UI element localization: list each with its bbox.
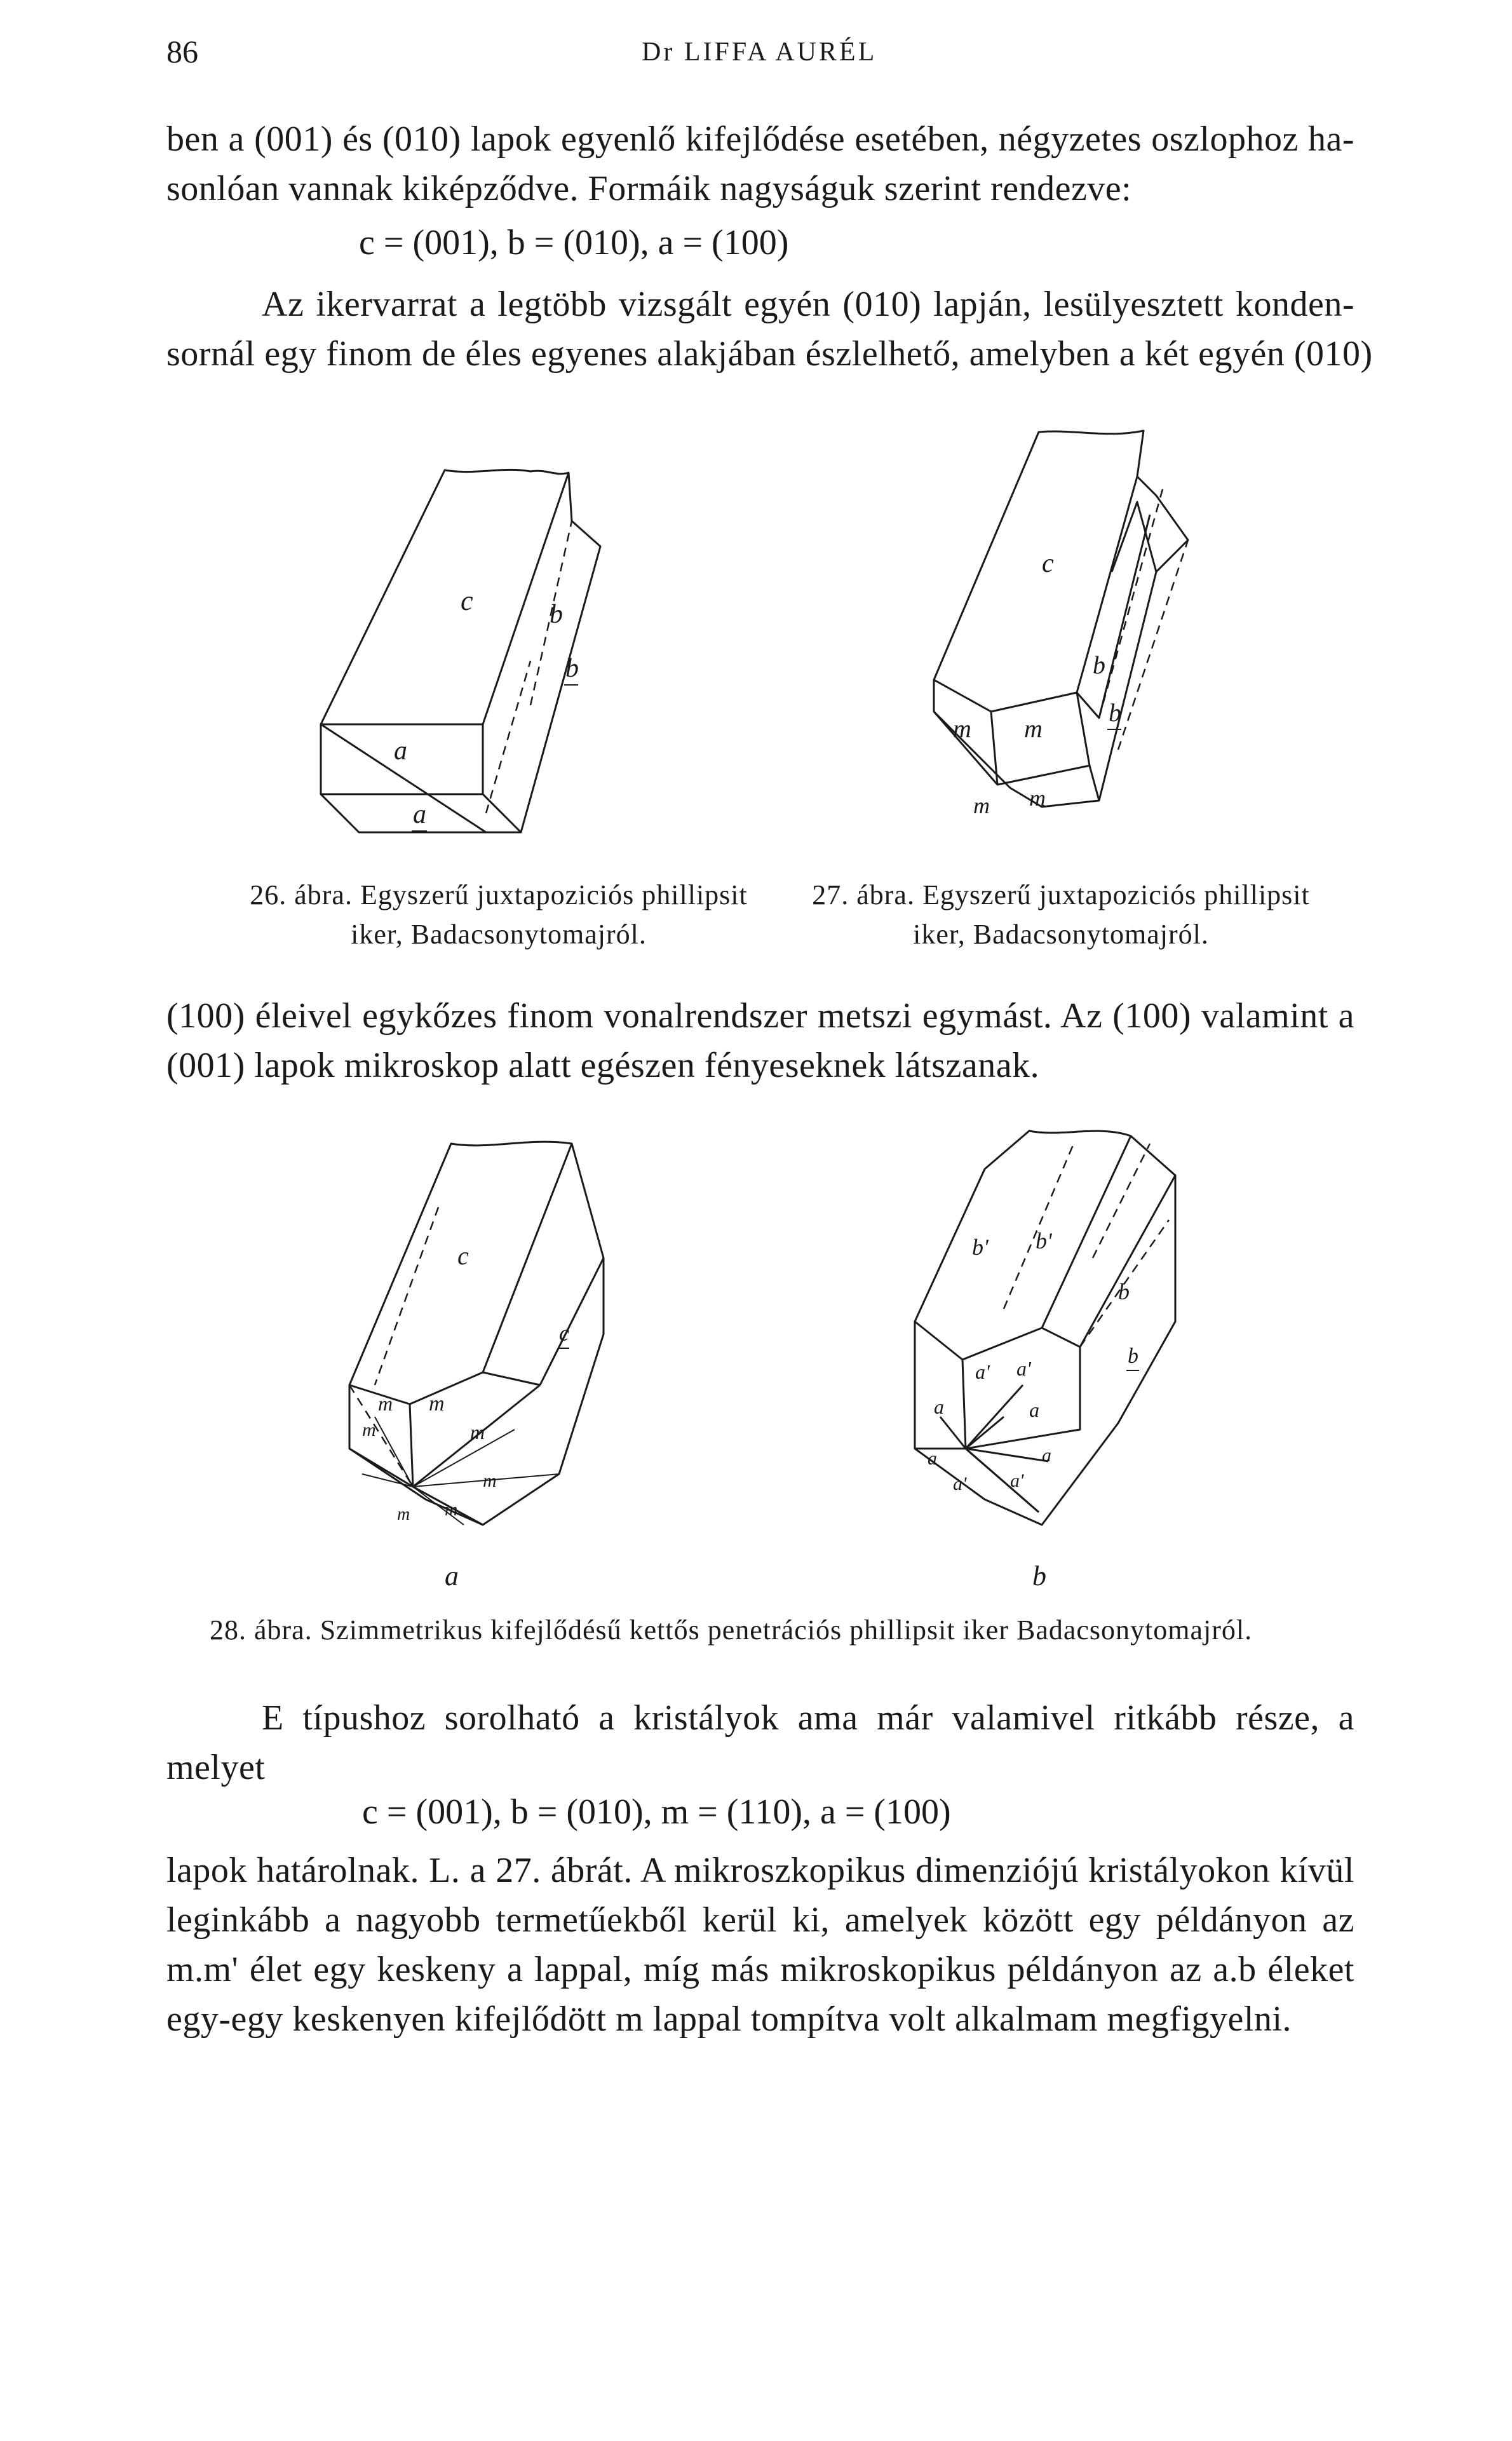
face-label-b-under: b (565, 654, 579, 683)
face-label-m: m (397, 1504, 410, 1524)
caption-line: iker, Badacsonytomajról. (913, 919, 1209, 950)
face-label-m: m (483, 1470, 497, 1491)
figure-28a-crystal (337, 1131, 654, 1538)
text-line: Az ikervarrat a legtöbb vizsgált egyén (010) lapján, lesülyesztett konden- (262, 285, 1354, 324)
formula-2: c = (001), b = (010), m = (110), a = (100) (362, 1792, 951, 1832)
figure-28b-sublabel: b (1032, 1560, 1046, 1592)
figure-28-caption: 28. ábra. Szimmetrikus kifejlődésű kettős penetrációs phillipsit iker Badacsonytomajról. (210, 1614, 1253, 1646)
face-label-b: b (1093, 651, 1105, 679)
face-label-m: m (445, 1500, 458, 1520)
text-line: sonlóan vannak kiképződve. Formáik nagyságuk szerint rendezve: (166, 169, 1132, 208)
paragraph-5 (166, 1846, 1354, 2044)
text-line: E típushoz sorolható a kristályok ama már valamivel ritkább része, a (262, 1698, 1354, 1738)
text-line: (001) lapok mikroskop alatt egészen fényeseknek látszanak. (166, 1046, 1040, 1085)
face-label-a: a (394, 736, 407, 766)
face-label-a-prime: a' (1016, 1357, 1031, 1380)
figure-28a-sublabel: a (445, 1560, 459, 1592)
text-line: m.m' élet egy keskeny a lappal, míg más mikroskopikus példányon az a.b éleket (166, 1950, 1354, 1989)
face-label-m: m (378, 1392, 393, 1415)
paragraph-2 (166, 280, 1373, 379)
face-label-b-prime: b' (1036, 1228, 1052, 1254)
face-label-a-prime: a' (1010, 1470, 1024, 1491)
paragraph-4 (166, 1693, 1354, 1792)
paragraph-3 (166, 991, 1354, 1090)
text-line: egy-egy keskenyen kifejlődött m lappal tompítva volt alkalmam megfigyelni. (166, 1999, 1292, 2039)
figure-26-caption (229, 876, 769, 954)
figure-27-caption (781, 876, 1340, 954)
caption-line: iker, Badacsonytomajról. (351, 919, 647, 950)
face-label-a: a (928, 1448, 937, 1469)
text-line: leginkább a nagyobb termetűekből kerül ki, amelyek között egy példányon az (166, 1900, 1354, 1940)
face-label-m: m (429, 1392, 445, 1416)
caption-line: 26. ábra. Egyszerű juxtapoziciós phillipsit (250, 879, 748, 910)
figure-27-crystal (928, 419, 1226, 826)
face-label-m: m (953, 714, 971, 743)
face-label-a-prime: a' (953, 1473, 967, 1494)
face-label-b-under: b (1109, 698, 1121, 727)
running-head: Dr LIFFA AURÉL (642, 37, 877, 67)
formula-1: c = (001), b = (010), a = (100) (359, 223, 789, 262)
figure-26-crystal (311, 457, 667, 845)
text-line: lapok határolnak. L. a 27. ábrát. A mikroszkopikus dimenziójú kristályokon kívül (166, 1851, 1354, 1890)
face-label-a: a (934, 1395, 944, 1418)
face-label-m-under: m (362, 1419, 376, 1440)
face-label-b-under: b (1128, 1344, 1138, 1368)
face-label-m-under: m (973, 793, 990, 818)
face-label-m: m (470, 1421, 485, 1444)
face-label-b: b (550, 600, 563, 629)
figure-28b-crystal (902, 1118, 1245, 1538)
caption-line: 27. ábra. Egyszerű juxtapoziciós phillipsit (812, 879, 1310, 910)
face-label-c: c (461, 585, 473, 616)
face-label-a-prime: a' (975, 1360, 990, 1383)
text-line: melyet (166, 1748, 266, 1787)
face-label-a-under: a (413, 800, 426, 829)
face-label-c: c (457, 1241, 469, 1270)
face-label-a: a (1042, 1445, 1051, 1466)
face-label-b: b (1118, 1279, 1130, 1304)
text-line: ben a (001) és (010) lapok egyenlő kifejlődése esetében, négyzetes oszlophoz ha- (166, 119, 1354, 159)
face-label-c-under: c (559, 1320, 569, 1346)
text-line: sornál egy finom de éles egyenes alakjában észlelhető, amelyben a két egyén (010) (166, 334, 1373, 374)
face-label-m: m (1024, 714, 1043, 743)
face-label-c: c (1042, 549, 1054, 578)
face-label-b-prime: b' (972, 1234, 989, 1260)
face-label-m: m (1029, 785, 1046, 811)
page-number: 86 (166, 34, 198, 69)
face-label-a: a (1029, 1398, 1039, 1421)
text-line: (100) éleivel egykőzes finom vonalrendszer metszi egymást. Az (100) valamint a (166, 996, 1354, 1036)
paragraph-1 (166, 114, 1354, 213)
